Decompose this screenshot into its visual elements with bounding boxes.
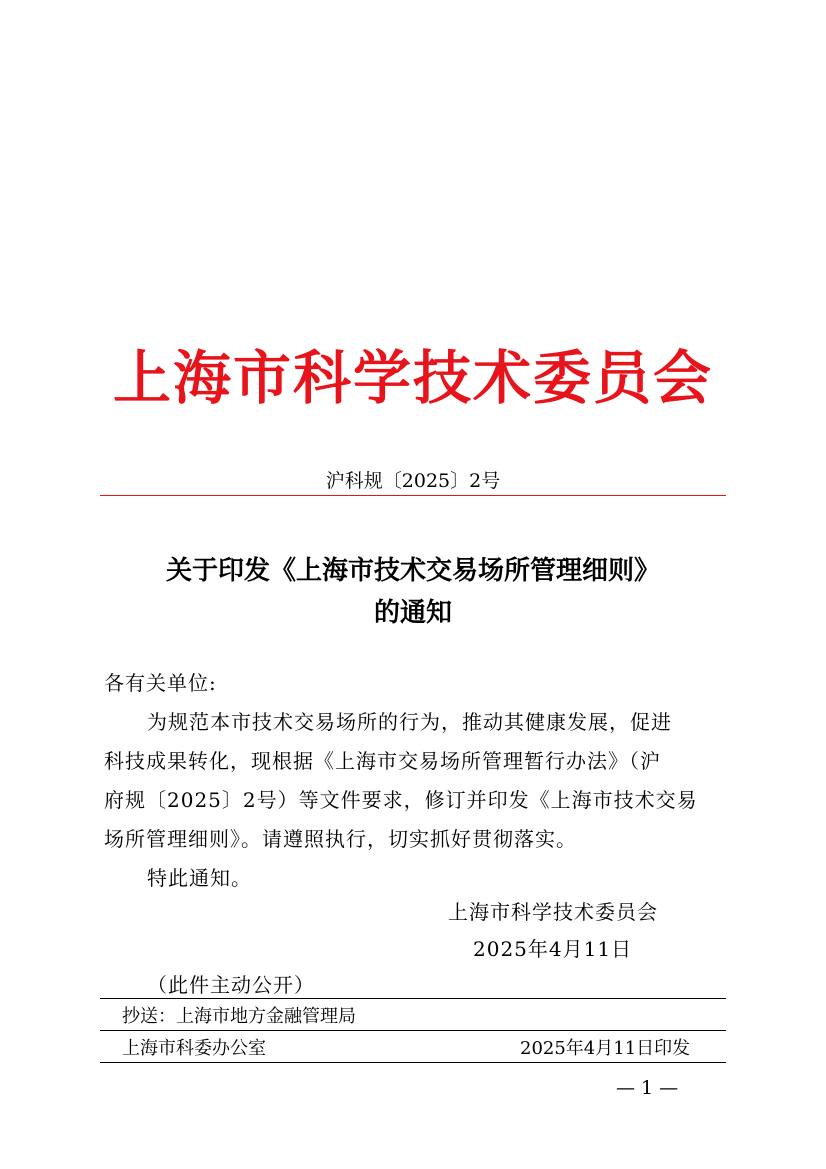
document-title-line-1: 关于印发《上海市技术交易场所管理细则》 — [165, 556, 660, 586]
document-number: 沪科规〔2025〕2号 — [325, 470, 501, 492]
page-number: — 1 — — [616, 1077, 679, 1099]
issuing-office: 上海市科委办公室 — [122, 1038, 266, 1059]
document-title-line-2: 的通知 — [373, 598, 452, 628]
paragraph-line: 场所管理细则》。请遵照执行，切实抓好贯彻落实。 — [104, 827, 577, 851]
signature-date: 2025年4月11日 — [473, 937, 633, 961]
public-disclosure-note: （此件主动公开） — [147, 973, 315, 997]
body-paragraph — [104, 703, 726, 859]
red-divider — [100, 495, 726, 496]
cc-recipients: 抄送：上海市地方金融管理局 — [122, 1006, 356, 1027]
salutation: 各有关单位: — [104, 671, 217, 695]
paragraph-line: 为规范本市技术交易场所的行为，推动其健康发展，促进 — [147, 710, 672, 734]
signature-org: 上海市科学技术委员会 — [448, 900, 658, 924]
paragraph-line: 府规〔2025〕2号）等文件要求，修订并印发《上海市技术交易 — [104, 788, 698, 812]
issuing-org-header: 上海市科学技术委员会 — [112, 344, 713, 412]
closing-phrase: 特此通知。 — [147, 866, 252, 890]
paragraph-line: 科技成果转化，现根据《上海市交易场所管理暂行办法》（沪 — [104, 749, 661, 773]
footer-rule-middle — [100, 1030, 726, 1031]
footer-rule-bottom — [100, 1062, 726, 1063]
footer-rule-top — [100, 998, 726, 999]
issue-date: 2025年4月11日印发 — [520, 1038, 691, 1059]
document-title — [100, 550, 726, 634]
